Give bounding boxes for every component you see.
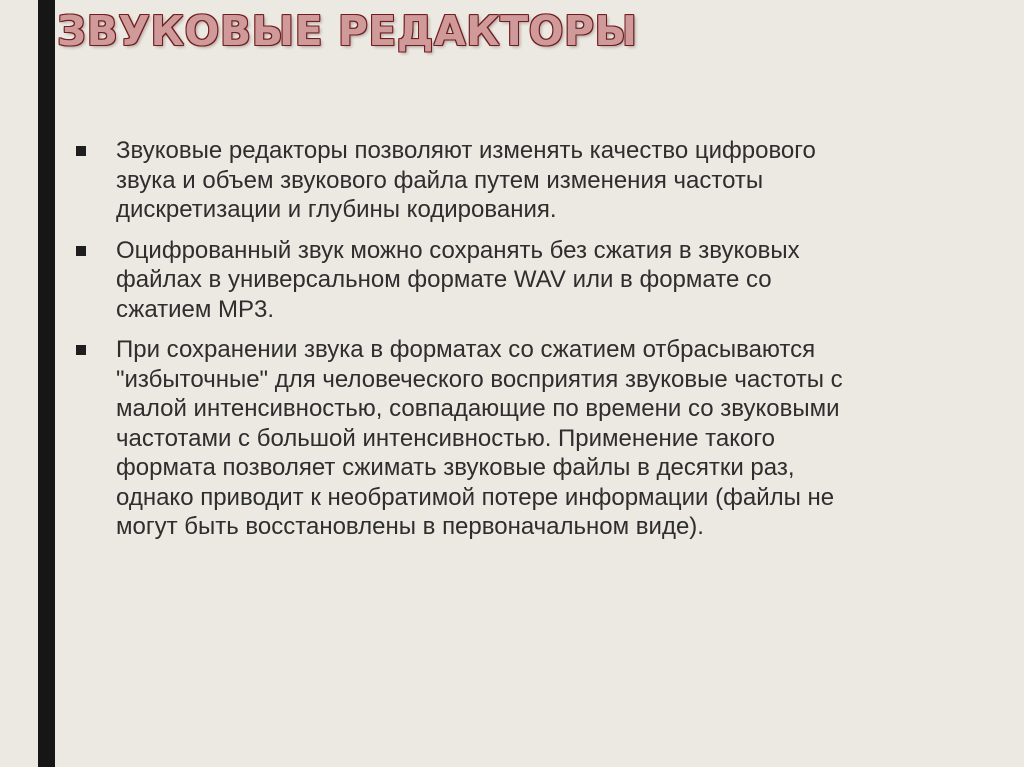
bullet-item-2 — [76, 236, 956, 325]
bullet-text-2: Оцифрованный звук можно сохранять без сжатия в звуковых файлах в универсальном формате WAV или в формате со сжатием MP3. — [116, 236, 800, 323]
bullet-item-1 — [76, 136, 956, 225]
bullet-text-3: При сохранении звука в форматах со сжатием отбрасываются "избыточные" для человеческого восприятия звуковые частоты с малой интенсивностью, совпадающие по времени со звуковыми частотами с большой интенсивностью. Применение такого формата позволяет сжимать звуковые файлы в десятки раз, однако приводит к необратимой потере информации (файлы не могут быть восстановлены в первоначальном виде). — [116, 336, 843, 540]
bullet-item-3 — [76, 335, 956, 542]
left-accent-bar — [38, 0, 55, 767]
square-bullet-icon — [76, 246, 86, 256]
slide-title: ЗВУКОВЫЕ РЕДАКТОРЫ — [57, 7, 638, 55]
square-bullet-icon — [76, 345, 86, 355]
bullet-text-1: Звуковые редакторы позволяют изменять качество цифрового звука и объем звукового файла путем изменения частоты дискретизации и глубины кодирования. — [116, 137, 816, 223]
bullet-list — [76, 136, 956, 553]
square-bullet-icon — [76, 146, 86, 156]
